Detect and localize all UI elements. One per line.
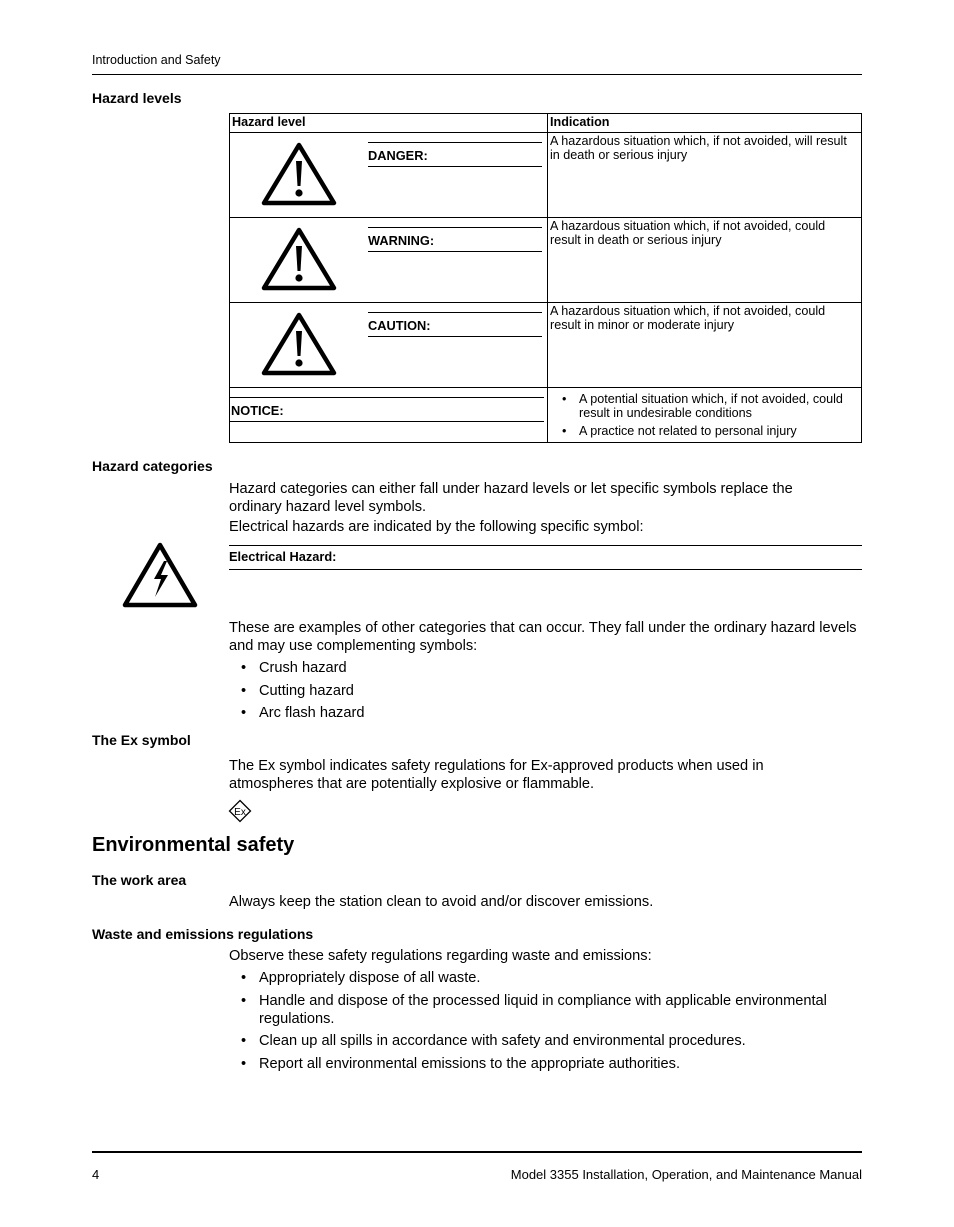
hazard-categories-heading: Hazard categories (92, 458, 213, 474)
list-item (562, 424, 857, 438)
electrical-rule-top (229, 545, 862, 546)
bullet-icon: • (241, 992, 247, 1009)
waste-item-text: Clean up all spills in accordance with safety and environmental procedures. (259, 1033, 746, 1049)
list-item (229, 1055, 854, 1073)
col-header-indication: Indication (548, 114, 862, 133)
warning-triangle-icon (261, 141, 337, 207)
list-item (229, 704, 859, 722)
example-text: Crush hazard (259, 660, 347, 676)
list-item (562, 392, 857, 420)
signal-word-box (368, 227, 542, 252)
list-item (229, 682, 859, 700)
hazard-categories-para1: Hazard categories can either fall under hazard levels or let specific symbols replace the ordinary hazard level symbols. (229, 481, 793, 515)
bullet-icon: • (241, 1055, 247, 1072)
manual-title: Model 3355 Installation, Operation, and Maintenance Manual (510, 1167, 862, 1182)
hazard-levels-heading: Hazard levels (92, 90, 182, 106)
ex-symbol-text: Ex (234, 806, 246, 818)
electrical-hazard-icon (121, 540, 199, 610)
example-text: Cutting hazard (259, 682, 354, 699)
example-text: Arc flash hazard (259, 705, 365, 721)
indication-cell (548, 388, 862, 443)
waste-item-text: Handle and dispose of the processed liquid in compliance with applicable environmental regulations. (259, 992, 827, 1027)
running-head: Introduction and Safety (92, 53, 221, 67)
table-row-notice (230, 388, 862, 443)
signal-word-warning: WARNING: (368, 233, 435, 248)
table-row-danger (230, 133, 862, 218)
hazard-levels-table (229, 113, 862, 443)
page-number: 4 (92, 1167, 100, 1182)
waste-intro: Observe these safety regulations regarding waste and emissions: (229, 948, 652, 964)
bullet-icon: • (241, 1033, 247, 1049)
signal-word-box (368, 142, 542, 167)
hazard-categories-para3: These are examples of other categories that can occur. They fall under the ordinary hazard levels and may use complementing symbols: (229, 620, 857, 654)
ex-symbol-para: The Ex symbol indicates safety regulations for Ex-approved products when used in atmospheres that are potentially explosive or flammable. (229, 758, 764, 792)
indication-cell: A hazardous situation which, if not avoided, could result in death or serious injury (548, 218, 862, 303)
bullet-icon: • (241, 705, 247, 721)
waste-item-text: Appropriately dispose of all waste. (259, 970, 481, 986)
table-row-caution (230, 303, 862, 388)
col-header-hazard-level: Hazard level (230, 114, 548, 133)
notice-bullet-text: A practice not related to personal injury (579, 424, 797, 438)
hazard-level-cell (230, 133, 548, 218)
hazard-level-cell (230, 388, 548, 443)
hazard-level-cell (230, 303, 548, 388)
hazard-categories-para2: Electrical hazards are indicated by the following specific symbol: (229, 519, 644, 535)
environmental-safety-title: Environmental safety (92, 834, 295, 856)
waste-heading: Waste and emissions regulations (92, 926, 314, 942)
signal-word-box (230, 397, 544, 422)
indication-cell: A hazardous situation which, if not avoided, will result in death or serious injury (548, 133, 862, 218)
signal-word-caution: CAUTION: (368, 318, 431, 333)
work-area-text: Always keep the station clean to avoid and/or discover emissions. (229, 894, 654, 910)
indication-cell: A hazardous situation which, if not avoided, could result in minor or moderate injury (548, 303, 862, 388)
list-item (229, 992, 854, 1028)
notice-bullet-list (548, 388, 861, 438)
hazard-examples-list (229, 659, 859, 722)
signal-word-notice: NOTICE: (231, 403, 284, 418)
notice-bullet-text: A potential situation which, if not avoided, could result in undesirable conditions (579, 392, 843, 420)
list-item (229, 1032, 854, 1050)
ex-symbol-icon (228, 799, 252, 823)
work-area-heading: The work area (92, 872, 187, 888)
waste-item-text: Report all environmental emissions to the appropriate authorities. (259, 1055, 681, 1072)
electrical-hazard-label: Electrical Hazard: (229, 549, 337, 564)
list-item (229, 969, 854, 987)
signal-word-box (368, 312, 542, 337)
warning-triangle-icon (261, 226, 337, 292)
list-item (229, 659, 859, 677)
ex-symbol-heading: The Ex symbol (92, 732, 191, 748)
table-row-warning (230, 218, 862, 303)
bullet-icon: • (562, 392, 567, 406)
table-header-row (230, 114, 862, 133)
bullet-icon: • (562, 424, 567, 438)
bullet-icon: • (241, 660, 247, 676)
warning-triangle-icon (261, 311, 337, 377)
bullet-icon: • (241, 970, 247, 986)
header-rule (92, 74, 862, 75)
hazard-level-cell (230, 218, 548, 303)
waste-list (229, 969, 854, 1073)
footer-rule (92, 1151, 862, 1153)
electrical-rule-bottom (229, 569, 862, 570)
bullet-icon: • (241, 682, 247, 699)
signal-word-danger: DANGER: (368, 148, 428, 163)
